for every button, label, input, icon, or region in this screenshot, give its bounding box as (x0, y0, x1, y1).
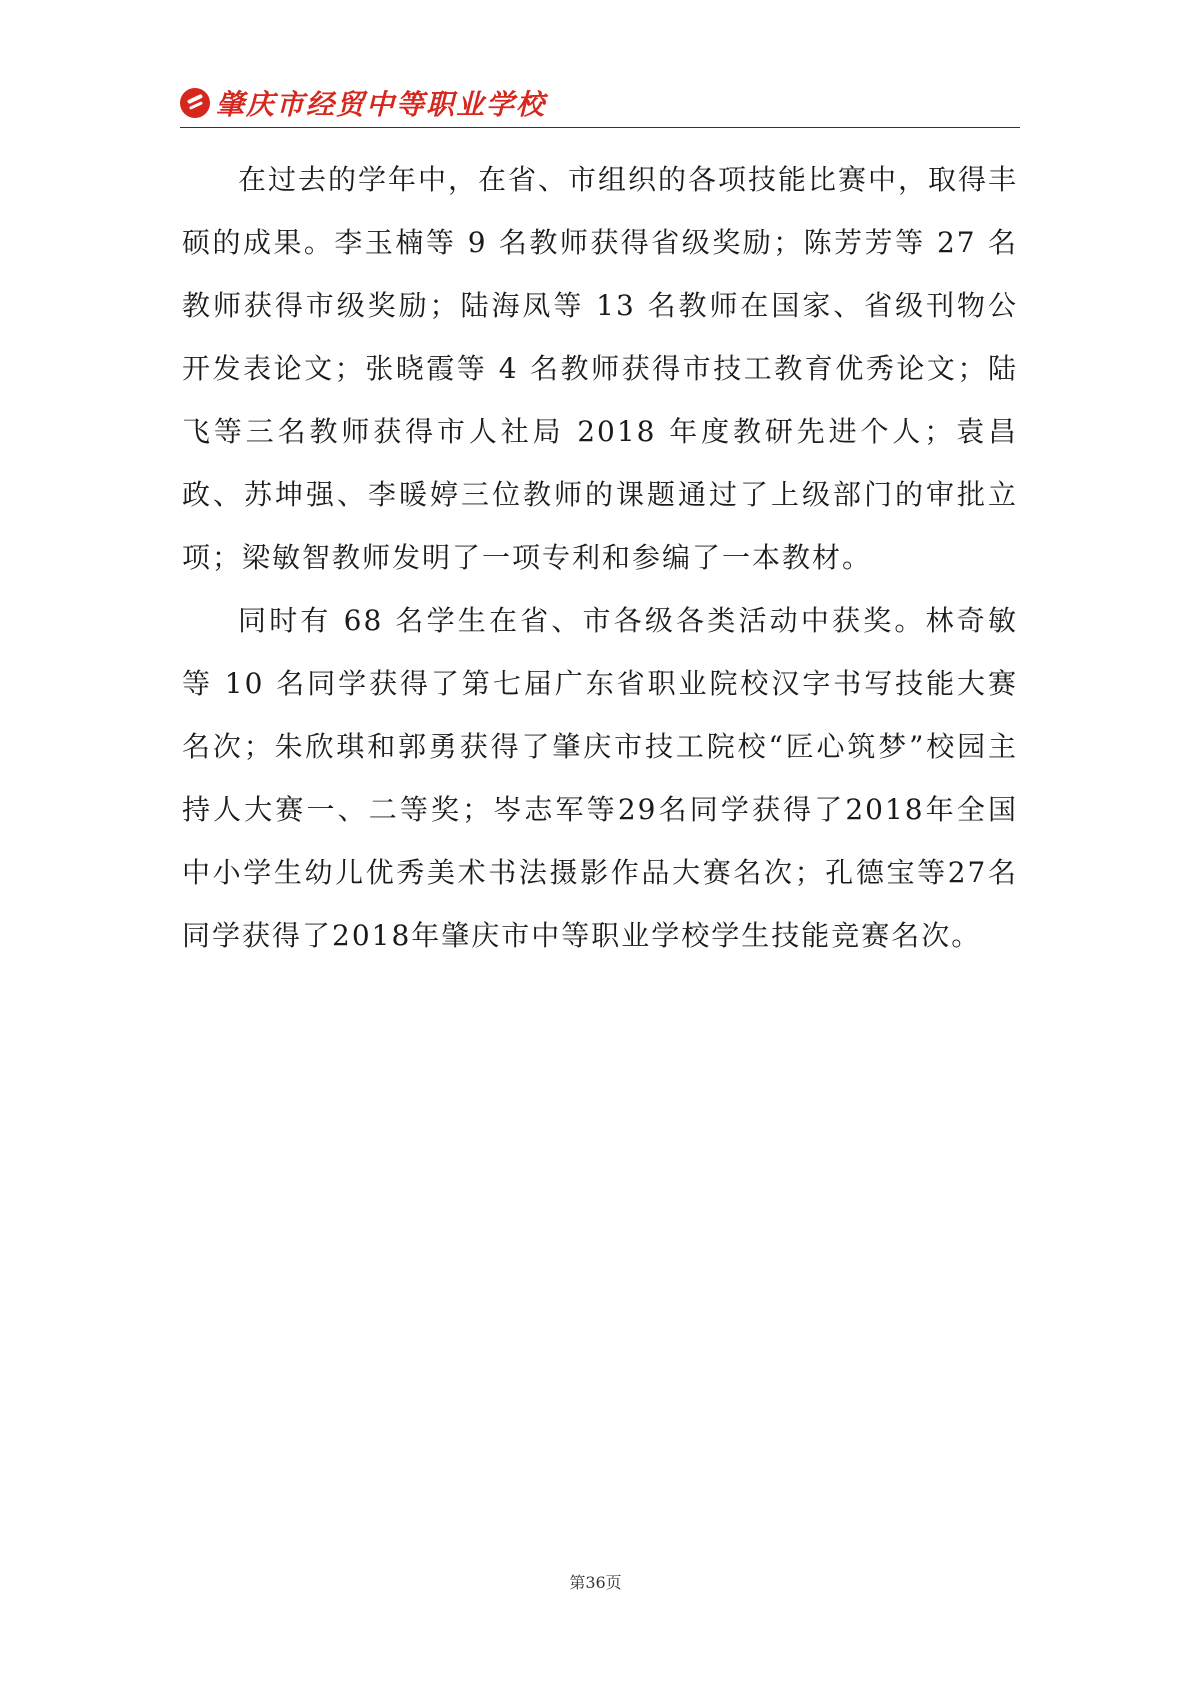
document-body (182, 148, 1018, 967)
school-name: 肇庆市经贸中等职业学校 (216, 88, 547, 121)
page-header (180, 82, 1020, 124)
header-divider (180, 127, 1020, 128)
page-number: 第36页 (569, 1573, 622, 1592)
school-logo-icon (180, 88, 210, 118)
paragraph-student-awards: 同时有 68 名学生在省、市各级各类活动中获奖。林奇敏等 10 名同学获得了第七届广东省职业院校汉字书写技能大赛名次；朱欣琪和郭勇获得了肇庆市技工院校“匠心筑梦”校园主持人大赛一、二等奖；岑志军等29名同学获得了2018年全国中小学生幼儿优秀美术书法摄影作品大赛名次；孔德宝等27名同学获得了2018年肇庆市中等职业学校学生技能竞赛名次。 (182, 604, 1018, 952)
paragraph-teacher-awards: 在过去的学年中，在省、市组织的各项技能比赛中，取得丰硕的成果。李玉楠等 9 名教师获得省级奖励；陈芳芳等 27 名教师获得市级奖励；陆海凤等 13 名教师在国家、省级刊物公开发表论文；张晓霞等 4 名教师获得市技工教育优秀论文；陆飞等三名教师获得市人社局 2018 年度教研先进个人；袁昌政、苏坤强、李暖婷三位教师的课题通过了上级部门的审批立项；梁敏智教师发明了一项专利和参编了一本教材。 (182, 163, 1019, 574)
